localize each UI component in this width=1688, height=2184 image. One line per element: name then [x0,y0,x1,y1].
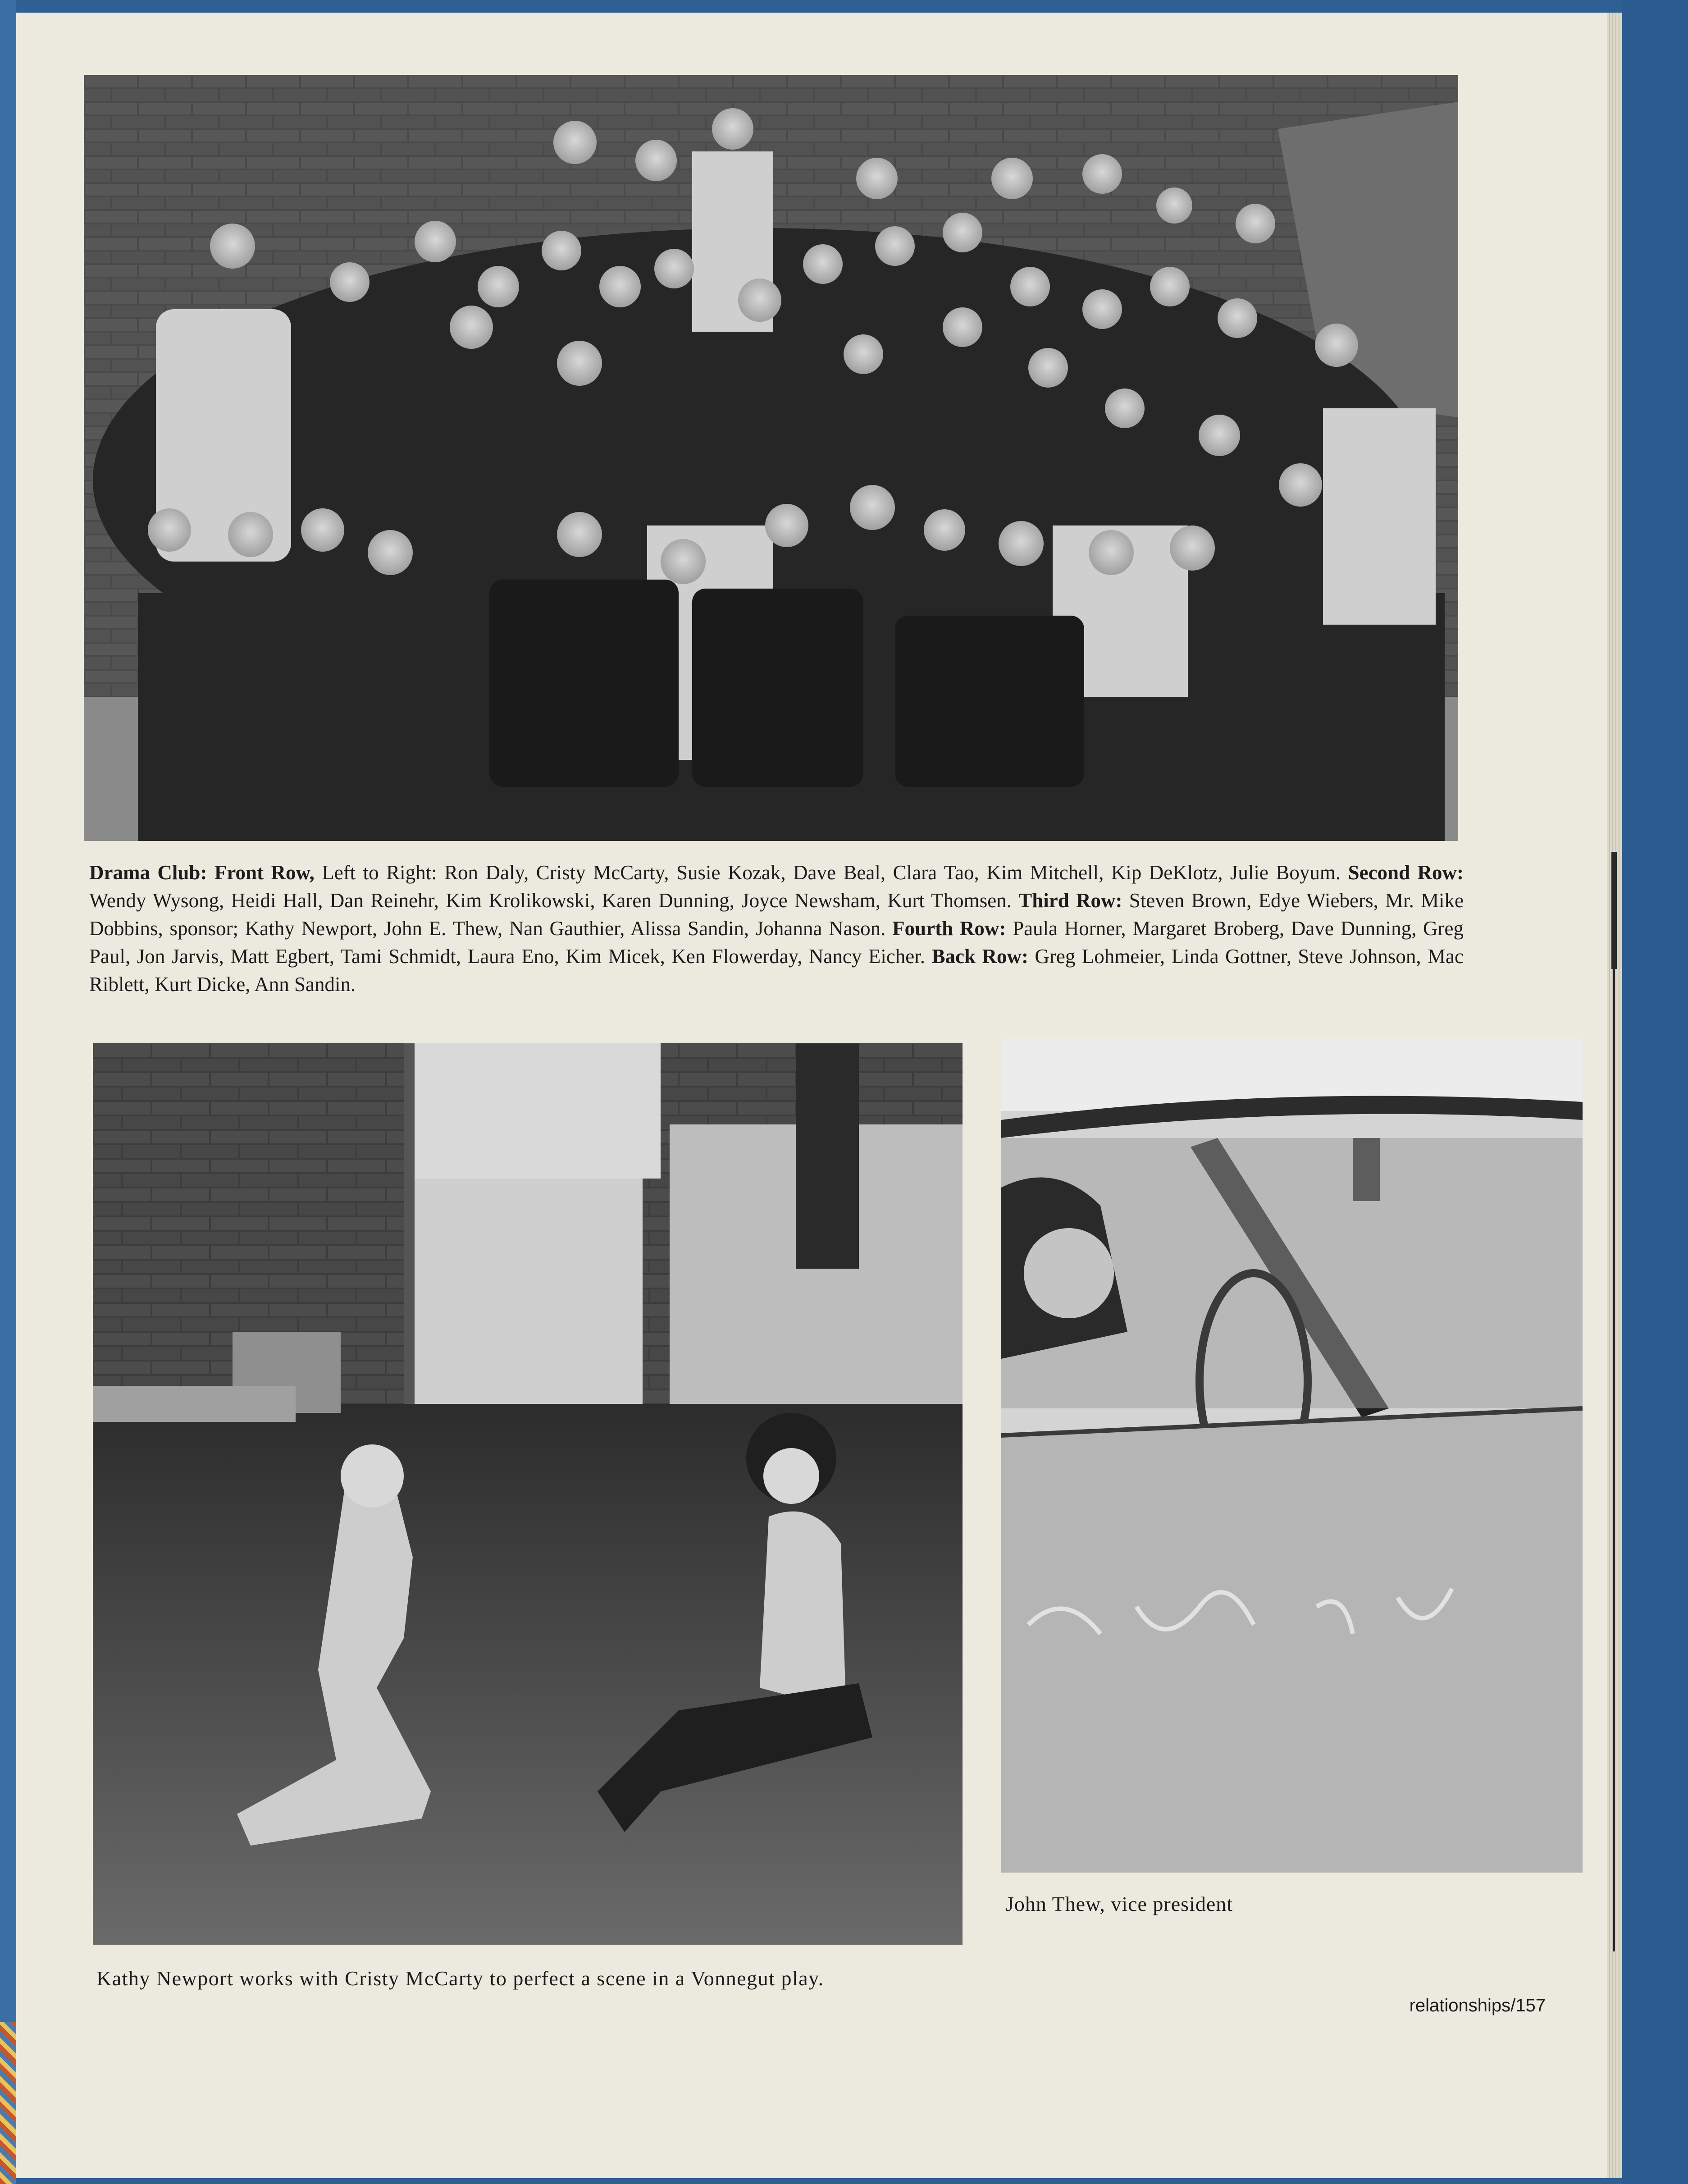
binding-stitching [0,2022,16,2184]
front-row-names: Left to Right: Ron Daly, Cristy McCarty, Susie Kozak, Dave Beal, Clara Tao, Kim Mitchell, Kip DeKlotz, Julie Boyum. [322,861,1341,884]
scene-photo-caption: Kathy Newport works with Cristy McCarty to perfect a scene in a Vonnegut play. [96,1967,824,1990]
john-thew-car-photo [1001,1039,1583,1873]
back-row-label: Back Row: [931,945,1028,968]
book-cover-right [1622,0,1688,2184]
drama-club-label: Drama Club: [89,861,207,884]
book-binding-left [0,0,16,2184]
margin-rule-right [1613,852,1615,1951]
third-row-label: Third Row: [1018,889,1122,912]
front-row-label: Front Row, [214,861,315,884]
margin-mark-right [1611,852,1617,969]
third-row-names: Steven Brown, Edye Wiebers, Mr. Mike Dobbins, sponsor; Kathy Newport, John E. Thew, Nan Gauthier, Alissa Sandin, Johanna Nason. [89,889,1464,940]
drama-club-group-photo [84,75,1458,841]
second-row-names: Wendy Wysong, Heidi Hall, Dan Reinehr, Kim Krolikowski, Karen Dunning, Joyce Newsham, Kurt Thomsen. [89,889,1012,912]
vonnegut-scene-photo [93,1043,963,1945]
car-photo-caption: John Thew, vice president [1006,1892,1233,1915]
second-row-label: Second Row: [1348,861,1464,884]
group-photo-caption [89,859,1464,998]
fourth-row-label: Fourth Row: [892,917,1006,940]
back-row-names: Greg Lohmeier, Linda Gottner, Steve Johnson, Mac Riblett, Kurt Dicke, Ann Sandin. [89,945,1464,996]
fourth-row-names: Paula Horner, Margaret Broberg, Dave Dunning, Greg Paul, Jon Jarvis, Matt Egbert, Tami Schmidt, Laura Eno, Kim Micek, Ken Flowerday, Nancy Eicher. [89,917,1464,968]
page-number: relationships/157 [1409,1996,1546,2015]
